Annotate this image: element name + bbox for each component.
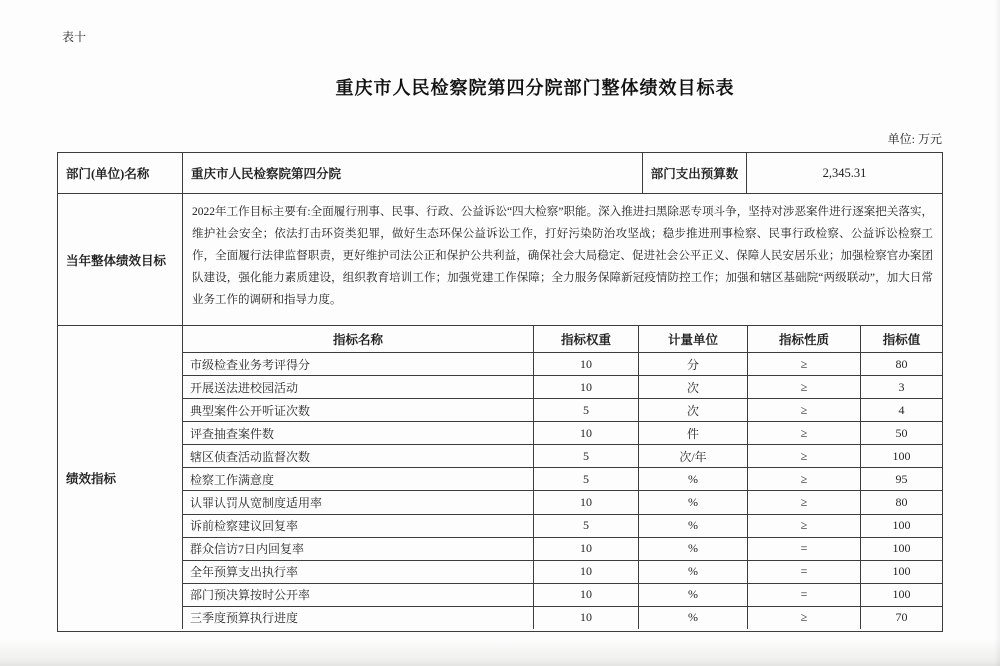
indicators-label: 绩效指标	[58, 326, 183, 629]
indicator-name: 诉前检察建议回复率	[183, 515, 534, 537]
indicator-unit: %	[639, 561, 748, 583]
indicator-weight: 5	[534, 468, 639, 490]
indicator-value: 100	[892, 564, 911, 579]
indicator-name: 市级检查业务考评得分	[183, 353, 534, 375]
indicator-nature: ≥	[748, 607, 861, 629]
table-row	[58, 325, 942, 629]
indicator-value: 100	[892, 587, 911, 602]
table-row	[58, 193, 942, 325]
indicator-value: 80	[895, 356, 908, 371]
indicator-name: 开展送法进校园活动	[183, 376, 534, 398]
indicator-nature: ≥	[748, 353, 861, 375]
header-indicator-weight: 指标权重	[534, 326, 639, 352]
indicator-nature: ≥	[748, 422, 861, 444]
indicator-weight: 5	[534, 515, 639, 537]
indicator-unit: %	[639, 491, 748, 513]
indicator-nature: ≥	[748, 491, 861, 513]
indicator-name: 认罪认罚从宽制度适用率	[183, 491, 534, 513]
indicator-name: 典型案件公开听证次数	[183, 399, 534, 421]
indicator-value: 3	[898, 379, 905, 394]
table-row	[183, 467, 942, 490]
indicator-nature: ≥	[748, 445, 861, 467]
indicator-weight: 10	[534, 607, 639, 629]
header-indicator-nature: 指标性质	[748, 326, 861, 352]
indicator-nature: ≥	[748, 399, 861, 421]
table-row	[183, 353, 942, 375]
table-row	[183, 583, 942, 606]
table-row	[183, 421, 942, 444]
indicator-nature: =	[748, 584, 861, 606]
indicator-weight: 10	[534, 376, 639, 398]
indicator-name: 群众信访7日内回复率	[183, 538, 534, 560]
table-row	[183, 537, 942, 560]
indicator-name: 评查抽查案件数	[183, 422, 534, 444]
indicator-name: 部门预决算按时公开率	[183, 584, 534, 606]
table-number: 表十	[62, 30, 87, 44]
indicator-value: 4	[898, 402, 905, 417]
indicator-value: 100	[892, 518, 911, 533]
header-indicator-name: 指标名称	[183, 326, 534, 352]
indicator-unit: 次	[639, 376, 748, 398]
indicator-unit: %	[639, 607, 748, 629]
dept-name-label: 部门(单位)名称	[58, 153, 183, 193]
indicators-table	[183, 326, 942, 629]
indicator-value: 80	[895, 495, 908, 509]
budget-value: 2,345.31	[822, 165, 867, 180]
indicator-weight: 5	[534, 399, 639, 421]
indicator-unit: %	[639, 584, 748, 606]
performance-target-table	[57, 152, 943, 632]
table-row	[183, 606, 942, 629]
table-row	[183, 490, 942, 513]
indicator-nature: =	[748, 561, 861, 583]
indicator-unit: %	[639, 468, 748, 490]
budget-label: 部门支出预算数	[643, 153, 747, 193]
header-measure-unit: 计量单位	[639, 326, 748, 352]
unit-note: 单位: 万元	[887, 132, 942, 146]
indicator-unit: %	[639, 515, 748, 537]
indicator-unit: %	[639, 538, 748, 560]
indicator-nature: ≥	[748, 515, 861, 537]
table-row	[183, 444, 942, 467]
indicator-value: 70	[895, 610, 908, 625]
indicator-value: 50	[895, 425, 908, 440]
table-row	[183, 560, 942, 583]
table-row	[58, 153, 942, 193]
indicators-rows	[183, 353, 942, 629]
indicator-value: 95	[895, 471, 908, 486]
indicator-value: 100	[892, 541, 911, 556]
table-row	[183, 398, 942, 421]
indicator-unit: 分	[639, 353, 748, 375]
indicators-header-row	[183, 326, 942, 353]
header-indicator-value: 指标值	[882, 333, 921, 347]
indicator-weight: 10	[534, 584, 639, 606]
indicator-name: 三季度预算执行进度	[183, 607, 534, 629]
indicator-name: 辖区侦查活动监督次数	[183, 445, 534, 467]
indicator-name: 检察工作满意度	[183, 468, 534, 490]
dept-name-value: 重庆市人民检察院第四分院	[183, 153, 643, 193]
indicator-nature: ≥	[748, 376, 861, 398]
indicator-weight: 5	[534, 445, 639, 467]
indicator-nature: =	[748, 538, 861, 560]
indicator-weight: 10	[534, 422, 639, 444]
indicator-name: 全年预算支出执行率	[183, 561, 534, 583]
table-row	[183, 375, 942, 398]
indicator-weight: 10	[534, 491, 639, 513]
indicator-weight: 10	[534, 538, 639, 560]
indicator-unit: 次	[639, 399, 748, 421]
annual-goal-text: 2022年工作目标主要有:全面履行刑事、民事、行政、公益诉讼“四大检察”职能。深入推进扫黑除恶专项斗争，坚持对涉恶案件进行逐案把关落实，维护社会安全；依法打击环资类犯罪，做好生态环保公益诉讼工作，打好污染防治攻坚战；稳步推进刑事检察、民事行政检察、公益诉讼检察工作，全面履行法律监督职责，更好维护司法公正和保护公共利益，确保社会大局稳定、促进社会公平正义、保障人民安居乐业；加强检察官办案团队建设，强化能力素质建设，组织教育培训工作；加强党建工作保障；全力服务保障新冠疫情防控工作；加强和辖区基础院“两级联动”，加大日常业务工作的调研和指导力度。	[192, 206, 933, 306]
indicator-weight: 10	[534, 353, 639, 375]
page-title: 重庆市人民检察院第四分院部门整体绩效目标表	[335, 78, 735, 98]
indicator-weight: 10	[534, 561, 639, 583]
indicator-nature: ≥	[748, 468, 861, 490]
indicator-unit: 件	[639, 422, 748, 444]
indicator-unit: 次/年	[639, 445, 748, 467]
annual-goal-label: 当年整体绩效目标	[58, 194, 183, 325]
indicator-value: 100	[892, 448, 911, 463]
table-row	[183, 514, 942, 537]
